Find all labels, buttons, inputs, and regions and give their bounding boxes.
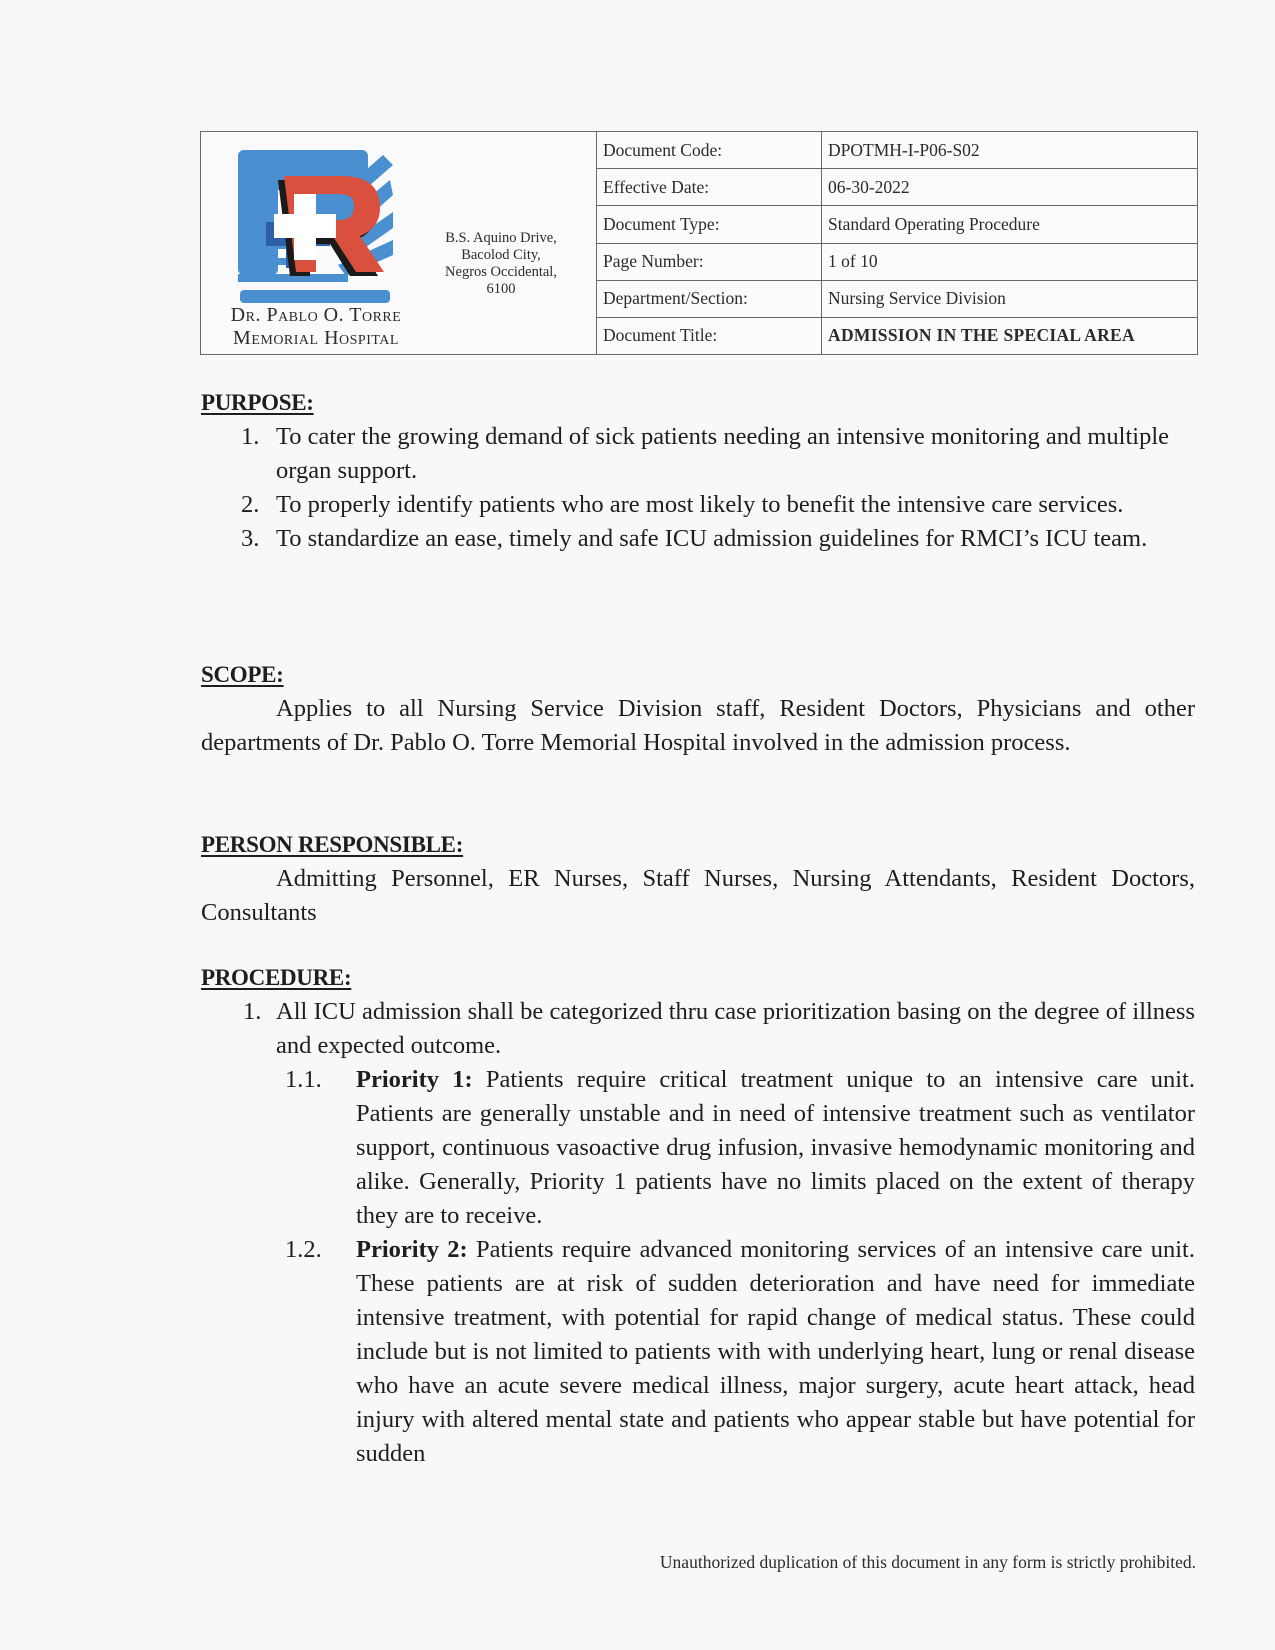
- procedure-subitem: [201, 1063, 1195, 1233]
- address-line2: Bacolod City,: [461, 247, 541, 263]
- info-row-document-code: [597, 132, 1197, 169]
- document-info-grid: [597, 132, 1197, 354]
- procedure-item-number: 1.: [243, 998, 262, 1025]
- hospital-name: [211, 304, 421, 350]
- page-number-value: 1 of 10: [828, 251, 878, 272]
- person-responsible-heading: PERSON RESPONSIBLE:: [201, 832, 464, 857]
- purpose-item-number: 1.: [241, 423, 260, 450]
- info-label: Page Number:: [597, 244, 822, 280]
- purpose-item: [201, 522, 1195, 556]
- person-responsible-section: [201, 828, 1195, 930]
- department-value: Nursing Service Division: [828, 288, 1006, 309]
- purpose-item-number: 2.: [241, 491, 260, 518]
- document-header-table: [200, 131, 1198, 355]
- info-label: Document Code:: [597, 132, 822, 168]
- purpose-item: [201, 420, 1195, 488]
- scope-section: [201, 658, 1195, 760]
- purpose-item: [201, 488, 1195, 522]
- subitem-text: Patients require critical treatment unique to an intensive care unit. Patients are generally unstable and in need of intensive treatment such as ventilator support, continuous vasoactive drug infusion, invasive hemodynamic monitoring and alike. Generally, Priority 1 patients have no limits placed on the extent of therapy they are to receive.: [356, 1066, 1195, 1229]
- document-type-value: Standard Operating Procedure: [828, 213, 1040, 234]
- subitem-number: 1.1.: [285, 1066, 322, 1093]
- procedure-subitem: [201, 1233, 1195, 1471]
- subitem-number: 1.2.: [285, 1236, 322, 1263]
- hospital-address: [421, 230, 581, 298]
- hospital-name-line1: Dr. Pablo O. Torre: [230, 304, 402, 326]
- procedure-item-text: All ICU admission shall be categorized thru case prioritization basing on the degree of illness and expected outcome.: [276, 998, 1195, 1059]
- info-row-page-number: [597, 244, 1197, 281]
- address-line1: B.S. Aquino Drive,: [445, 230, 557, 246]
- procedure-item: [201, 995, 1195, 1063]
- scope-text: Applies to all Nursing Service Division staff, Resident Doctors, Physicians and other departments of Dr. Pablo O. Torre Memorial Hospital involved in the admission process.: [201, 695, 1195, 756]
- purpose-heading: PURPOSE:: [201, 390, 314, 415]
- procedure-section: [201, 961, 1195, 1471]
- scope-heading: SCOPE:: [201, 662, 284, 687]
- hospital-identity-cell: [201, 132, 597, 354]
- hospital-name-line2: Memorial Hospital: [233, 327, 399, 349]
- subitem-title: Priority 1:: [356, 1066, 473, 1093]
- purpose-item-number: 3.: [241, 525, 260, 552]
- info-row-document-type: [597, 206, 1197, 243]
- info-row-effective-date: [597, 169, 1197, 206]
- info-label: Department/Section:: [597, 281, 822, 317]
- info-row-document-title: [597, 318, 1197, 354]
- info-label: Document Title:: [597, 318, 822, 354]
- footer-disclaimer: Unauthorized duplication of this document in any form is strictly prohibited.: [659, 1552, 1196, 1572]
- address-line4: 6100: [486, 281, 516, 297]
- purpose-item-text: To standardize an ease, timely and safe ICU admission guidelines for RMCI’s ICU team.: [276, 525, 1148, 552]
- subitem-text: Patients require advanced monitoring services of an intensive care unit. These patients are at risk of sudden deterioration and have need for immediate intensive treatment, with potential for rapid change of medical status. These could include but is not limited to patients with with underlying heart, lung or renal disease who have an acute severe medical illness, major surgery, acute heart attack, head injury with altered mental state and patients who appear stable but have potential for sudden: [356, 1236, 1195, 1467]
- info-row-department: [597, 281, 1197, 318]
- document-title-value: ADMISSION IN THE SPECIAL AREA: [828, 325, 1135, 346]
- purpose-item-text: To cater the growing demand of sick patients needing an intensive monitoring and multiple organ support.: [276, 423, 1169, 484]
- document-code-value: DPOTMH-I-P06-S02: [828, 139, 980, 160]
- effective-date-value: 06-30-2022: [828, 176, 910, 197]
- purpose-section: [201, 386, 1195, 556]
- info-label: Effective Date:: [597, 169, 822, 205]
- procedure-heading: PROCEDURE:: [201, 965, 352, 990]
- address-line3: Negros Occidental,: [445, 264, 557, 280]
- person-responsible-text: Admitting Personnel, ER Nurses, Staff Nurses, Nursing Attendants, Resident Doctors, Consultants: [201, 865, 1195, 926]
- subitem-title: Priority 2:: [356, 1236, 468, 1263]
- info-label: Document Type:: [597, 206, 822, 242]
- purpose-item-text: To properly identify patients who are most likely to benefit the intensive care services.: [276, 491, 1124, 518]
- hospital-logo-icon: [238, 150, 396, 306]
